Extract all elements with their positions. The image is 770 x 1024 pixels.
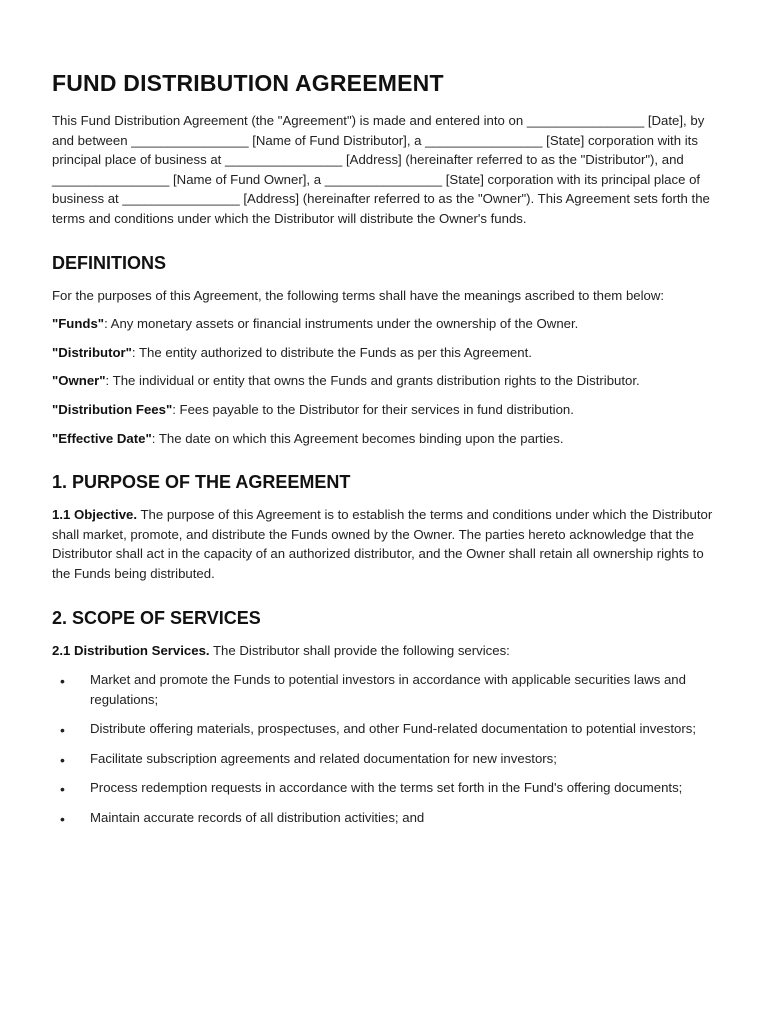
intro-paragraph: This Fund Distribution Agreement (the "Agreement") is made and entered into on ________________ [Date], by and between ________________ [Name of Fund Distributor], a ________________ [State] corporation with its principal place of business at ________________ [Address] (hereinafter referred to as the "Distributor"), and ________________ [Name of Fund Owner], a ________________ [State] corporation with its principal place of business at ________________ [Address] (hereinafter referred to as the "Owner"). This Agreement sets forth the terms and conditions under which the Distributor will distribute the Owner's funds. (52, 113, 710, 226)
definition-owner (52, 371, 722, 391)
definition-text: : Any monetary assets or financial instruments under the ownership of the Owner. (104, 316, 579, 332)
definition-distributor (52, 343, 722, 363)
purpose-heading: 1. PURPOSE OF THE AGREEMENT (52, 472, 351, 493)
clause-label: 2.1 Distribution Services. (52, 642, 210, 658)
scope-paragraph (52, 641, 722, 661)
clause-label: 1.1 Objective. (52, 507, 138, 523)
clause-text: The Distributor shall provide the following services: (209, 642, 510, 658)
services-list (52, 670, 722, 828)
bullet-icon: • (60, 781, 65, 798)
list-item (52, 749, 722, 769)
list-item (52, 778, 722, 798)
definition-term: "Funds" (52, 316, 105, 332)
bullet-icon: • (60, 722, 65, 739)
scope-heading: 2. SCOPE OF SERVICES (52, 607, 261, 628)
definition-text: : The date on which this Agreement becomes binding upon the parties. (151, 430, 564, 446)
list-item (52, 719, 722, 739)
definition-text: : Fees payable to the Distributor for their services in fund distribution. (172, 401, 574, 417)
definition-term: "Distributor" (52, 344, 132, 360)
list-item-text: Process redemption requests in accordance with the terms set forth in the Fund's offering documents; (90, 780, 683, 796)
list-item-text: Distribute offering materials, prospectuses, and other Fund-related documentation to potential investors; (90, 721, 696, 737)
definition-text: : The entity authorized to distribute the Funds as per this Agreement. (131, 344, 532, 360)
definition-text: : The individual or entity that owns the Funds and grants distribution rights to the Distributor. (105, 373, 640, 389)
purpose-section (52, 472, 722, 583)
document-title: FUND DISTRIBUTION AGREEMENT (52, 70, 444, 96)
list-item (52, 808, 722, 828)
definition-term: "Owner" (52, 373, 106, 389)
bullet-icon: • (60, 673, 65, 690)
definitions-section (52, 253, 722, 449)
list-item-text: Facilitate subscription agreements and related documentation for new investors; (90, 750, 557, 766)
bullet-icon: • (60, 751, 65, 768)
list-item (52, 670, 722, 709)
bullet-icon: • (60, 811, 65, 828)
definition-funds (52, 314, 722, 334)
purpose-paragraph (52, 505, 722, 583)
definition-term: "Effective Date" (52, 430, 152, 446)
definitions-heading: DEFINITIONS (52, 252, 167, 273)
definition-effective-date (52, 429, 722, 449)
list-item-text: Maintain accurate records of all distribution activities; and (90, 810, 425, 826)
definition-term: "Distribution Fees" (52, 401, 173, 417)
list-item-text: Market and promote the Funds to potential investors in accordance with applicable securities laws and regulations; (90, 672, 686, 707)
scope-section (52, 608, 722, 828)
definitions-intro: For the purposes of this Agreement, the following terms shall have the meanings ascribed to them below: (52, 287, 665, 303)
clause-text: The purpose of this Agreement is to establish the terms and conditions under which the Distributor shall market, promote, and distribute the Funds owned by the Owner. The parties hereto acknowledge that the Distributor shall act in the capacity of an authorized distributor, and the Owner shall retain all ownership rights to the Funds being distributed. (52, 507, 713, 581)
definition-distribution-fees (52, 400, 722, 420)
